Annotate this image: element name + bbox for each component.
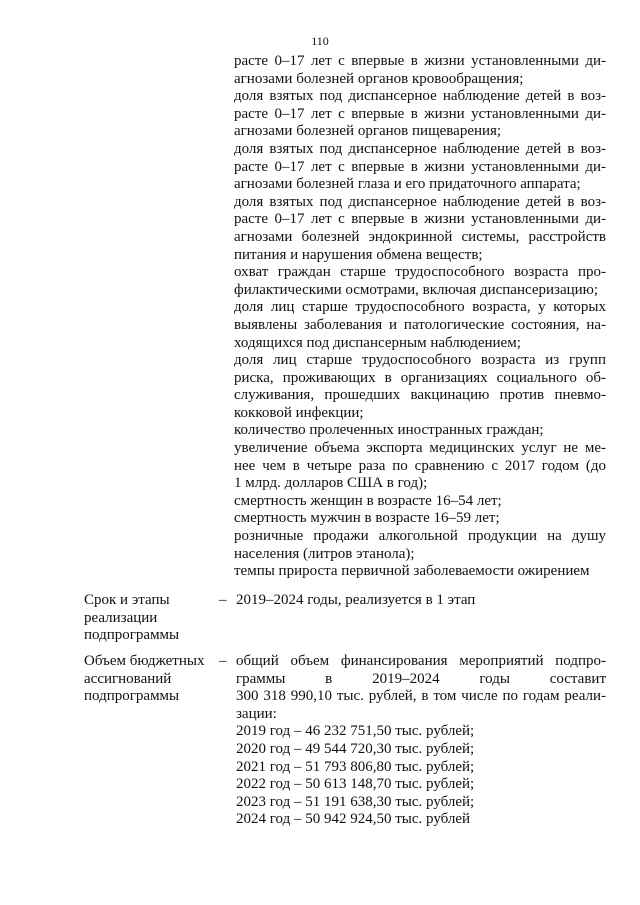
indicator-line: смертность мужчин в возрасте 16–59 лет; (234, 510, 500, 527)
budget-label-line: ассигнований (84, 670, 172, 687)
budget-line: 2023 год – 51 191 638,30 тыс. рублей; (236, 793, 475, 810)
budget-line: общий объем финансирования мероприятий подпро- (236, 653, 606, 669)
indicator-line: кокковой инфекции; (234, 404, 364, 421)
indicator-line: увеличение объема экспорта медицинских услуг не ме- (234, 440, 606, 457)
indicator-line: агнозами болезней органов пищеварения; (234, 123, 502, 140)
indicator-line: доля лиц старше трудоспособного возраста из групп (234, 352, 606, 369)
indicator-line: риска, проживающих в организациях социального об- (234, 369, 606, 386)
indicator-line: служивания, прошедших вакцинацию против пневмо- (234, 387, 606, 404)
budget-dash: – (219, 653, 227, 669)
indicator-line: ходящихся под диспансерным наблюдением; (234, 334, 521, 351)
budget-line: граммы в 2019–2024 годы составит (236, 670, 606, 687)
budget-label-line: подпрограммы (84, 688, 180, 705)
budget-text (236, 653, 606, 829)
indicator-line: расте 0–17 лет с впервые в жизни установленными ди- (234, 53, 606, 69)
budget-line: зации: (236, 705, 277, 722)
indicator-line: питания и нарушения обмена веществ; (234, 246, 483, 263)
budget-line: 300 318 990,10 тыс. рублей, в том числе по годам реали- (236, 688, 606, 705)
indicator-line: населения (литров этанола); (234, 545, 415, 562)
indicator-line: 1 млрд. долларов США в год); (234, 475, 428, 492)
budget-line: 2020 год – 49 544 720,30 тыс. рублей; (236, 740, 475, 757)
budget-line: 2021 год – 51 793 806,80 тыс. рублей; (236, 758, 475, 775)
indicator-line: расте 0–17 лет с впервые в жизни установленными ди- (234, 158, 606, 175)
budget-line: 2022 год – 50 613 148,70 тыс. рублей; (236, 776, 475, 793)
page-number: 110 (311, 34, 329, 48)
term-label-line: подпрограммы (84, 627, 180, 644)
indicator-line: темпы прироста первичной заболеваемости ожирением (234, 563, 590, 580)
term-dash: – (219, 592, 227, 608)
budget-label-line: Объем бюджетных (84, 653, 205, 669)
indicator-line: выявлены заболевания и патологические состояния, на- (234, 316, 606, 333)
indicator-line: расте 0–17 лет с впервые в жизни установленными ди- (234, 211, 606, 228)
term-label-line: реализации (84, 609, 158, 626)
indicator-line: нее чем в четыре раза по сравнению с 2017 годом (до (234, 457, 606, 474)
indicator-line: агнозами болезней эндокринной системы, расстройств (234, 228, 606, 245)
indicator-line: доля взятых под диспансерное наблюдение детей в воз- (234, 88, 606, 105)
indicator-line: расте 0–17 лет с впервые в жизни установленными ди- (234, 105, 606, 122)
indicator-list (234, 53, 606, 581)
term-label (84, 592, 234, 645)
indicator-line: агнозами болезней органов кровообращения; (234, 70, 524, 87)
indicator-line: розничные продажи алкогольной продукции на душу (234, 528, 606, 545)
indicator-line: охват граждан старше трудоспособного возраста про- (234, 264, 606, 281)
budget-line: 2019 год – 46 232 751,50 тыс. рублей; (236, 723, 475, 740)
indicator-line: доля взятых под диспансерное наблюдение детей в воз- (234, 193, 606, 210)
budget-line: 2024 год – 50 942 924,50 тыс. рублей (236, 811, 471, 828)
budget-label (84, 653, 234, 706)
indicator-line: доля взятых под диспансерное наблюдение детей в воз- (234, 140, 606, 157)
indicator-line: агнозами болезней глаза и его придаточного аппарата; (234, 176, 581, 193)
indicator-line: доля лиц старше трудоспособного возраста, у которых (234, 299, 606, 316)
term-label-line: Срок и этапы (84, 592, 170, 608)
term-text: 2019–2024 годы, реализуется в 1 этап (236, 592, 476, 608)
indicator-line: филактическими осмотрами, включая диспансеризацию; (234, 281, 599, 298)
indicator-line: количество пролеченных иностранных граждан; (234, 422, 544, 439)
indicator-line: смертность женщин в возрасте 16–54 лет; (234, 492, 502, 509)
